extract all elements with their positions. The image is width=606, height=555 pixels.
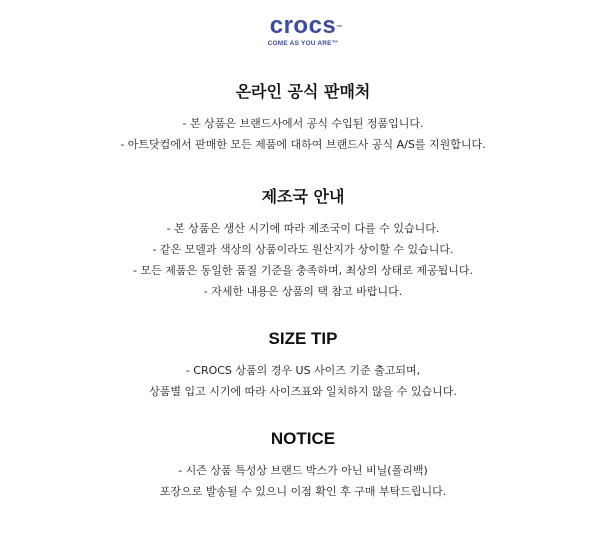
- section-line: - 아트닷컴에서 판매한 모든 제품에 대하여 브랜드사 공식 A/S를 지원합니다.: [120, 138, 486, 151]
- section-heading: SIZE TIP: [268, 329, 338, 348]
- section-heading: 제조국 안내: [261, 187, 345, 206]
- section-line: - 같은 모델과 색상의 상품이라도 원산지가 상이할 수 있습니다.: [152, 243, 454, 256]
- section-size-tip: [0, 329, 606, 402]
- section-line: - 자세한 내용은 상품의 택 참고 바랍니다.: [203, 285, 403, 298]
- section-line: 상품별 입고 시기에 따라 사이즈표와 일치하지 않을 수 있습니다.: [149, 385, 457, 398]
- logo-trademark: ™: [336, 25, 343, 31]
- section-heading: 온라인 공식 판매처: [235, 82, 371, 101]
- section-country-of-manufacture: [0, 187, 606, 302]
- section-line: - 본 상품은 생산 시기에 따라 제조국이 다를 수 있습니다.: [166, 222, 440, 235]
- section-line: - CROCS 상품의 경우 US 사이즈 기준 출고되며,: [185, 364, 421, 377]
- section-notice: [0, 429, 606, 502]
- section-heading: NOTICE: [270, 429, 336, 448]
- section-line: - 본 상품은 브랜드사에서 공식 수입된 정품입니다.: [182, 117, 424, 130]
- logo-wordmark: [269, 12, 343, 39]
- crocs-logo: [0, 14, 606, 48]
- section-line: - 모든 제품은 동일한 품질 기준을 충족하며, 최상의 상태로 제공됩니다.: [133, 264, 473, 277]
- section-line: - 시즌 상품 특성상 브랜드 박스가 아닌 비닐(폴리백): [178, 464, 428, 477]
- logo-tagline: COME AS YOU ARE™: [267, 40, 339, 47]
- logo-brand-text: crocs: [269, 12, 337, 39]
- section-official-seller: [0, 82, 606, 155]
- section-line: 포장으로 발송될 수 있으니 이점 확인 후 구매 부탁드립니다.: [159, 485, 447, 498]
